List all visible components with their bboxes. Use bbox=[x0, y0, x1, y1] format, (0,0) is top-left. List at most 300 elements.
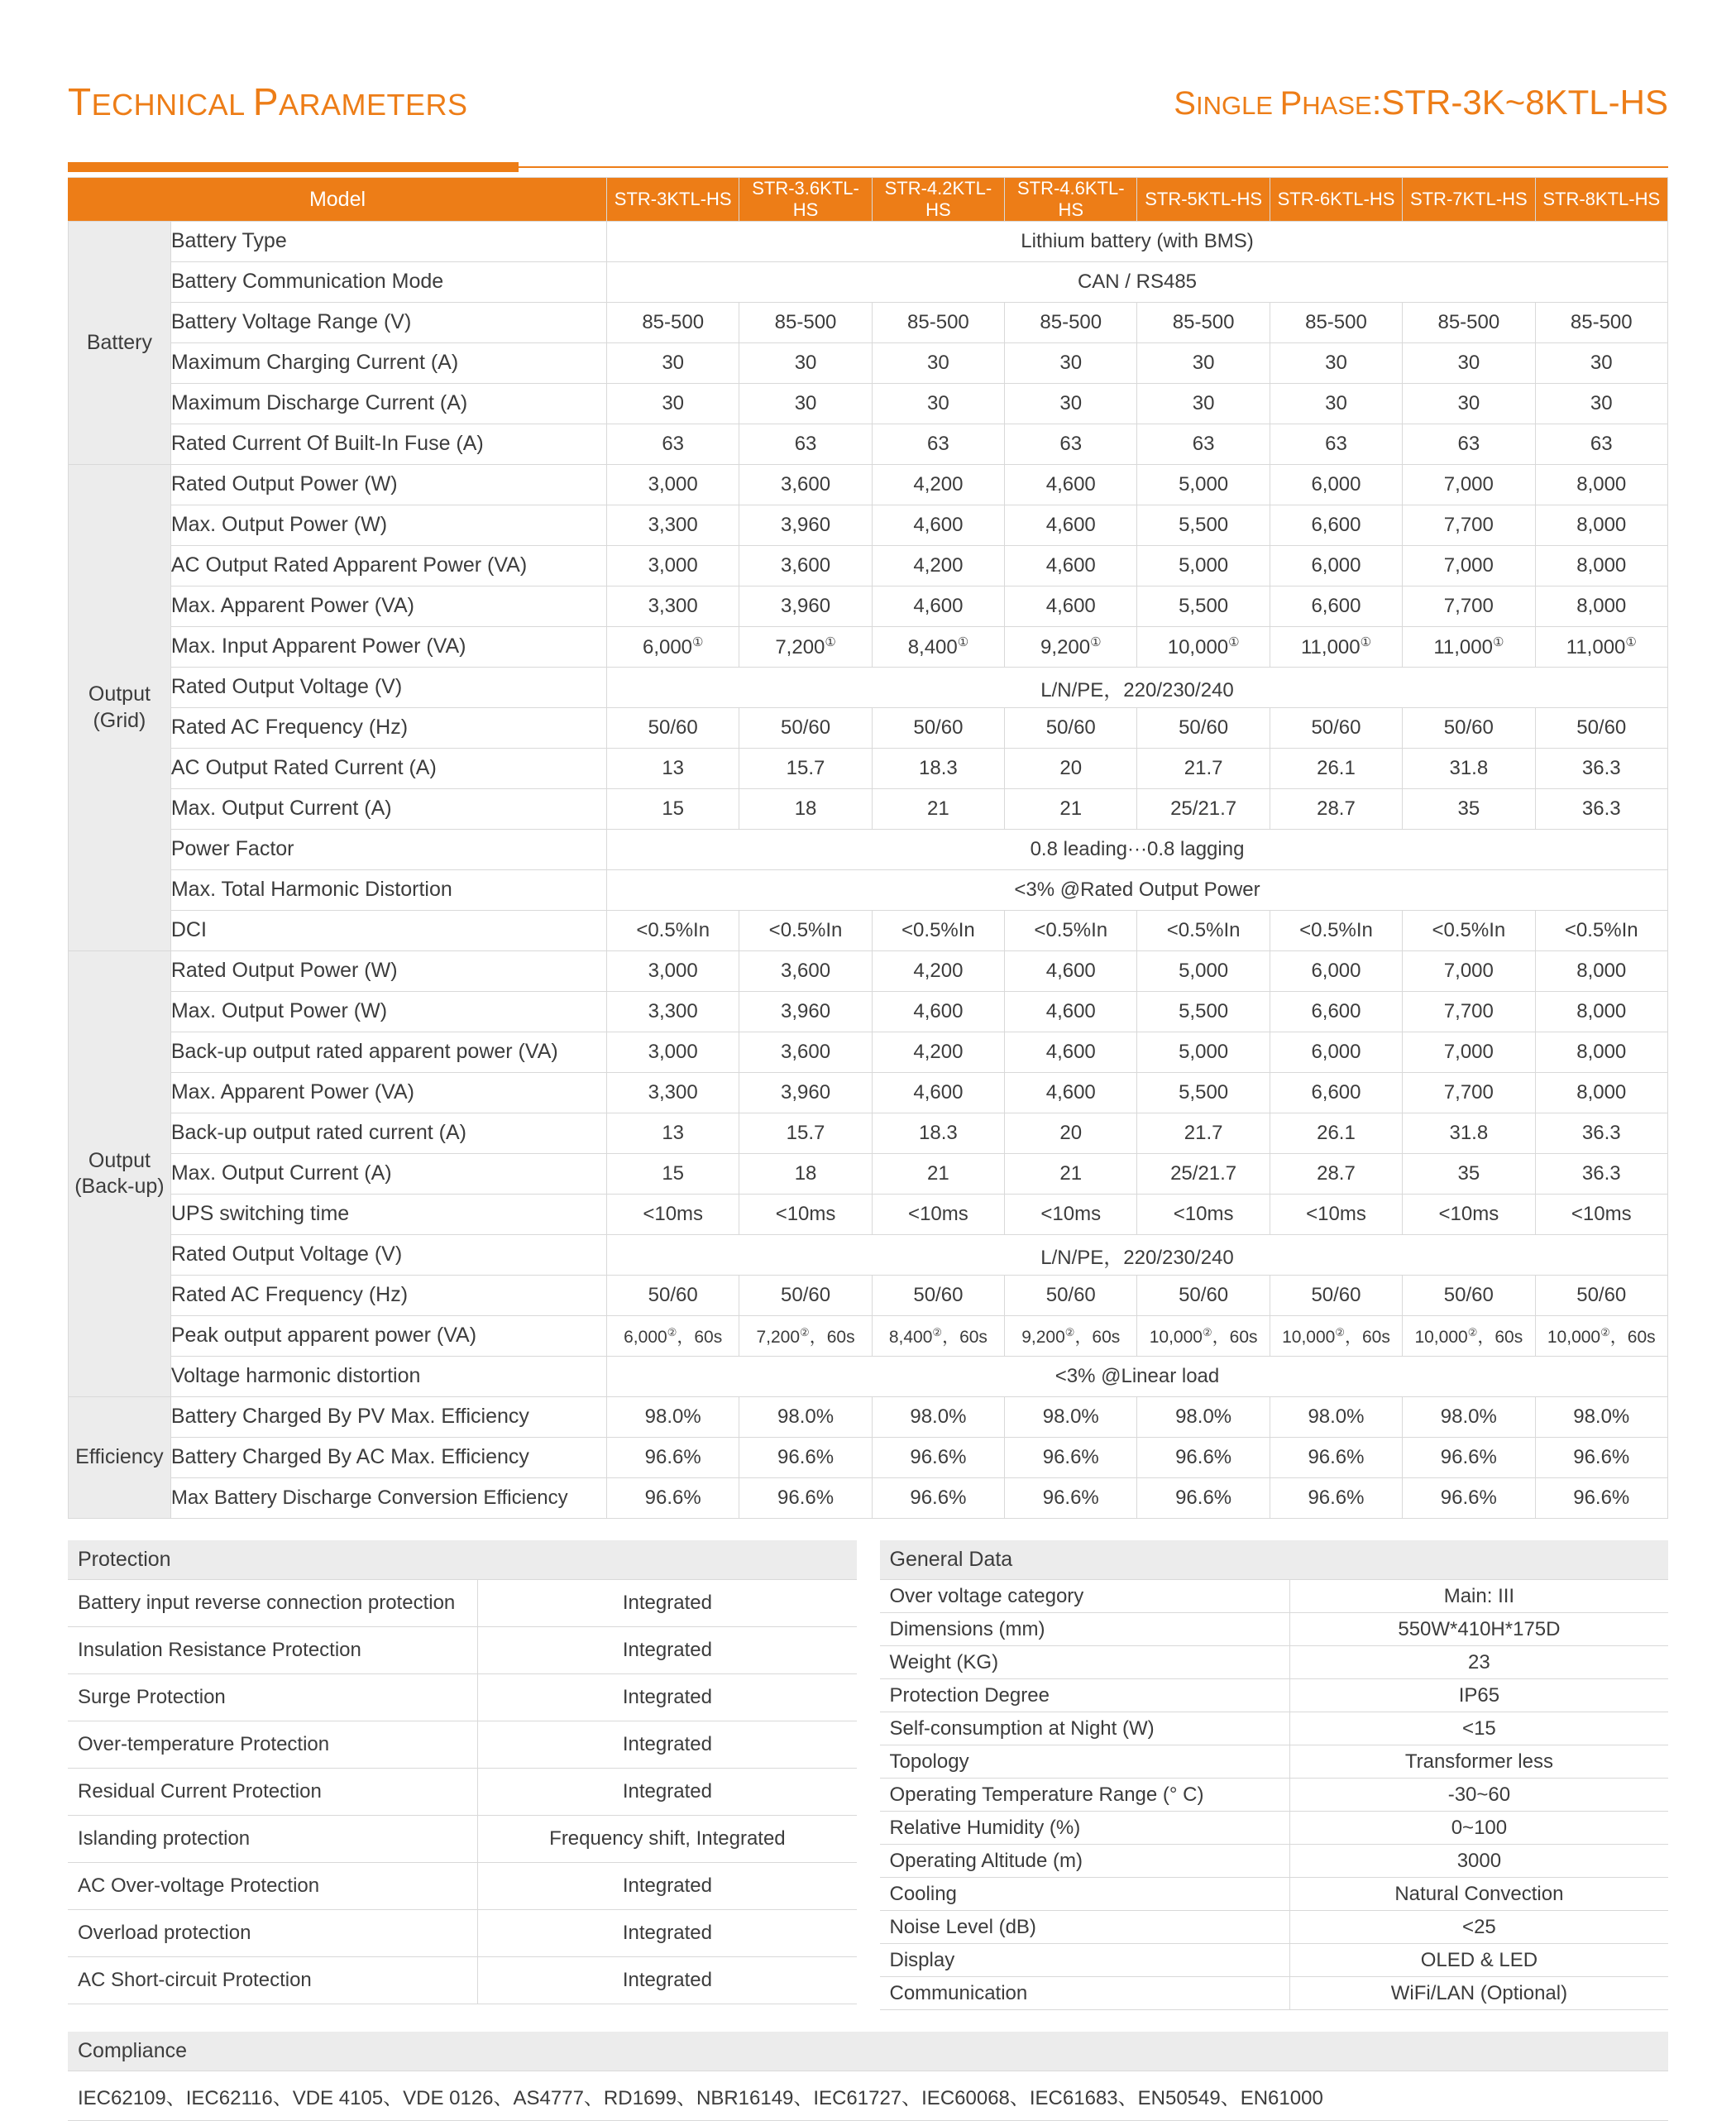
spec-value-cell: 50/60 bbox=[1270, 708, 1402, 749]
spec-value-cell: 26.1 bbox=[1270, 1113, 1402, 1154]
spec-value-cell: 96.6% bbox=[607, 1438, 739, 1478]
spec-value-cell: 96.6% bbox=[607, 1478, 739, 1519]
spec-value-cell: <10ms bbox=[1403, 1195, 1535, 1235]
spec-value-cell: 98.0% bbox=[739, 1397, 872, 1438]
spec-value-cell: 10,000① bbox=[1137, 627, 1270, 668]
table-row bbox=[68, 1910, 857, 1957]
spec-value-cell: 6,600 bbox=[1270, 505, 1402, 546]
spec-value-cell: 6,000 bbox=[1270, 465, 1402, 505]
table-row bbox=[880, 1944, 1669, 1977]
table-row bbox=[68, 1721, 857, 1769]
spec-value-cell: 7,700 bbox=[1403, 1073, 1535, 1113]
row-value: Integrated bbox=[478, 1674, 857, 1721]
table-row bbox=[880, 1977, 1669, 2010]
spec-value-cell: 63 bbox=[1535, 424, 1667, 465]
spec-merged-value-cell: CAN / RS485 bbox=[607, 262, 1668, 303]
general-data-column bbox=[880, 1540, 1669, 2010]
spec-row bbox=[69, 1032, 1668, 1073]
spec-value-cell: 63 bbox=[739, 424, 872, 465]
row-value: Main: III bbox=[1289, 1580, 1668, 1613]
page-title-cap-2: P bbox=[252, 80, 280, 123]
spec-row bbox=[69, 303, 1668, 343]
spec-value-cell: 98.0% bbox=[1270, 1397, 1402, 1438]
spec-value-cell: 85-500 bbox=[739, 303, 872, 343]
spec-value-cell: 96.6% bbox=[1403, 1478, 1535, 1519]
spec-value-cell: 10,000②，60s bbox=[1403, 1316, 1535, 1357]
spec-value-cell: <0.5%In bbox=[607, 911, 739, 951]
spec-value-cell: 5,000 bbox=[1137, 1032, 1270, 1073]
spec-param-label: Rated Current Of Built-In Fuse (A) bbox=[170, 424, 606, 465]
table-row bbox=[880, 1646, 1669, 1679]
spec-value-cell: 6,000 bbox=[1270, 1032, 1402, 1073]
spec-value-cell: 21.7 bbox=[1137, 1113, 1270, 1154]
spec-value-cell: 7,000 bbox=[1403, 951, 1535, 992]
spec-value-cell: 7,000 bbox=[1403, 465, 1535, 505]
spec-value-cell: 25/21.7 bbox=[1137, 1154, 1270, 1195]
spec-value-cell: <0.5%In bbox=[1005, 911, 1137, 951]
spec-value-cell: 3,000 bbox=[607, 465, 739, 505]
spec-value-cell: 4,600 bbox=[872, 1073, 1004, 1113]
spec-row bbox=[69, 505, 1668, 546]
spec-param-label: Back-up output rated current (A) bbox=[170, 1113, 606, 1154]
spec-value-cell: <0.5%In bbox=[1403, 911, 1535, 951]
series-model-range: :STR-3K~8KTL-HS bbox=[1371, 83, 1668, 122]
table-row bbox=[68, 1957, 857, 2004]
row-key: Relative Humidity (%) bbox=[880, 1812, 1290, 1845]
spec-value-cell: 3,600 bbox=[739, 465, 872, 505]
spec-value-cell: 63 bbox=[1403, 424, 1535, 465]
spec-row bbox=[69, 1316, 1668, 1357]
row-value: WiFi/LAN (Optional) bbox=[1289, 1977, 1668, 2010]
spec-row bbox=[69, 1235, 1668, 1276]
spec-value-cell: <0.5%In bbox=[1270, 911, 1402, 951]
spec-value-cell: 20 bbox=[1005, 1113, 1137, 1154]
row-value: Natural Convection bbox=[1289, 1878, 1668, 1911]
spec-param-label: Rated AC Frequency (Hz) bbox=[170, 708, 606, 749]
spec-value-cell: 26.1 bbox=[1270, 749, 1402, 789]
spec-value-cell: 30 bbox=[1403, 384, 1535, 424]
spec-merged-value-cell: L/N/PE，220/230/240 bbox=[607, 668, 1668, 708]
spec-row bbox=[69, 1154, 1668, 1195]
spec-row bbox=[69, 1276, 1668, 1316]
row-value: IP65 bbox=[1289, 1679, 1668, 1712]
spec-value-cell: 3,000 bbox=[607, 546, 739, 587]
page-title-cap-1: T bbox=[68, 80, 92, 123]
spec-param-label: Battery Voltage Range (V) bbox=[170, 303, 606, 343]
spec-param-label: Rated Output Voltage (V) bbox=[170, 668, 606, 708]
spec-merged-value-cell: <3% @Linear load bbox=[607, 1357, 1668, 1397]
spec-param-label: Max. Input Apparent Power (VA) bbox=[170, 627, 606, 668]
spec-param-label: Max Battery Discharge Conversion Efficiency bbox=[170, 1478, 606, 1519]
model-header-8: STR-8KTL-HS bbox=[1535, 178, 1667, 222]
spec-value-cell: 7,700 bbox=[1403, 587, 1535, 627]
spec-value-cell: 25/21.7 bbox=[1137, 789, 1270, 830]
spec-value-cell: 5,500 bbox=[1137, 505, 1270, 546]
spec-value-cell: 5,500 bbox=[1137, 992, 1270, 1032]
spec-value-cell: 35 bbox=[1403, 789, 1535, 830]
spec-group-label: Battery bbox=[69, 222, 171, 465]
model-header-1: STR-3KTL-HS bbox=[607, 178, 739, 222]
spec-value-cell: <10ms bbox=[607, 1195, 739, 1235]
row-key: Operating Altitude (m) bbox=[880, 1845, 1290, 1878]
spec-value-cell: 30 bbox=[1270, 343, 1402, 384]
spec-value-cell: 50/60 bbox=[739, 1276, 872, 1316]
spec-value-cell: 50/60 bbox=[1137, 1276, 1270, 1316]
spec-value-cell: 15 bbox=[607, 789, 739, 830]
spec-value-cell: 8,000 bbox=[1535, 465, 1667, 505]
spec-value-cell: 98.0% bbox=[1005, 1397, 1137, 1438]
spec-value-cell: <0.5%In bbox=[739, 911, 872, 951]
protection-table bbox=[68, 1540, 857, 2004]
spec-value-cell: 31.8 bbox=[1403, 749, 1535, 789]
model-header-3: STR-4.2KTL-HS bbox=[872, 178, 1004, 222]
spec-value-cell: 98.0% bbox=[872, 1397, 1004, 1438]
spec-row bbox=[69, 465, 1668, 505]
spec-value-cell: 15.7 bbox=[739, 749, 872, 789]
spec-value-cell: 5,500 bbox=[1137, 1073, 1270, 1113]
spec-value-cell: 4,600 bbox=[872, 992, 1004, 1032]
spec-param-label: UPS switching time bbox=[170, 1195, 606, 1235]
spec-param-label: Max. Output Power (W) bbox=[170, 505, 606, 546]
spec-value-cell: 50/60 bbox=[1137, 708, 1270, 749]
spec-row bbox=[69, 789, 1668, 830]
spec-row bbox=[69, 1195, 1668, 1235]
spec-param-label: Rated Output Power (W) bbox=[170, 465, 606, 505]
spec-value-cell: 18 bbox=[739, 1154, 872, 1195]
spec-value-cell: 4,600 bbox=[1005, 465, 1137, 505]
spec-value-cell: 30 bbox=[1535, 343, 1667, 384]
row-key: Dimensions (mm) bbox=[880, 1613, 1290, 1646]
spec-value-cell: <10ms bbox=[1270, 1195, 1402, 1235]
spec-value-cell: 4,200 bbox=[872, 951, 1004, 992]
spec-value-cell: 96.6% bbox=[1137, 1478, 1270, 1519]
spec-value-cell: 4,600 bbox=[1005, 546, 1137, 587]
spec-value-cell: 5,500 bbox=[1137, 587, 1270, 627]
spec-value-cell: 30 bbox=[1535, 384, 1667, 424]
spec-row bbox=[69, 830, 1668, 870]
spec-value-cell: 3,300 bbox=[607, 1073, 739, 1113]
bottom-tables bbox=[68, 1540, 1668, 2010]
spec-value-cell: 4,200 bbox=[872, 1032, 1004, 1073]
spec-value-cell: 3,960 bbox=[739, 505, 872, 546]
spec-value-cell: 30 bbox=[872, 343, 1004, 384]
spec-param-label: Battery Charged By AC Max. Efficiency bbox=[170, 1438, 606, 1478]
spec-row bbox=[69, 546, 1668, 587]
spec-value-cell: 30 bbox=[739, 343, 872, 384]
spec-value-cell: 6,600 bbox=[1270, 587, 1402, 627]
general-data-title: General Data bbox=[880, 1540, 1669, 1580]
spec-value-cell: 96.6% bbox=[1535, 1478, 1667, 1519]
row-key: Protection Degree bbox=[880, 1679, 1290, 1712]
spec-value-cell: 50/60 bbox=[1270, 1276, 1402, 1316]
row-value: Integrated bbox=[478, 1957, 857, 2004]
spec-row bbox=[69, 1113, 1668, 1154]
spec-value-cell: 50/60 bbox=[872, 708, 1004, 749]
spec-value-cell: 20 bbox=[1005, 749, 1137, 789]
spec-value-cell: 63 bbox=[607, 424, 739, 465]
spec-param-label: Max. Output Current (A) bbox=[170, 789, 606, 830]
spec-param-label: Back-up output rated apparent power (VA) bbox=[170, 1032, 606, 1073]
spec-value-cell: 4,200 bbox=[872, 465, 1004, 505]
row-key: Insulation Resistance Protection bbox=[68, 1627, 478, 1674]
spec-value-cell: 96.6% bbox=[872, 1478, 1004, 1519]
row-value: 550W*410H*175D bbox=[1289, 1613, 1668, 1646]
table-row bbox=[880, 1712, 1669, 1745]
spec-group-label: Output (Back-up) bbox=[69, 951, 171, 1397]
spec-value-cell: 21.7 bbox=[1137, 749, 1270, 789]
spec-value-cell: 3,300 bbox=[607, 992, 739, 1032]
row-key: Operating Temperature Range (° C) bbox=[880, 1779, 1290, 1812]
compliance-title: Compliance bbox=[68, 2032, 1668, 2071]
spec-value-cell: 21 bbox=[1005, 1154, 1137, 1195]
spec-value-cell: 4,600 bbox=[1005, 1073, 1137, 1113]
spec-value-cell: 4,600 bbox=[1005, 505, 1137, 546]
spec-value-cell: 85-500 bbox=[1403, 303, 1535, 343]
spec-value-cell: 8,000 bbox=[1535, 505, 1667, 546]
spec-row bbox=[69, 262, 1668, 303]
spec-value-cell: 4,600 bbox=[1005, 587, 1137, 627]
row-key: Weight (KG) bbox=[880, 1646, 1290, 1679]
spec-row bbox=[69, 708, 1668, 749]
spec-value-cell: 18.3 bbox=[872, 1113, 1004, 1154]
series-rest-2: HASE bbox=[1302, 91, 1372, 120]
spec-value-cell: <0.5%In bbox=[872, 911, 1004, 951]
row-value: 23 bbox=[1289, 1646, 1668, 1679]
row-key: Over-temperature Protection bbox=[68, 1721, 478, 1769]
row-value: <15 bbox=[1289, 1712, 1668, 1745]
row-value: <25 bbox=[1289, 1911, 1668, 1944]
spec-value-cell: 10,000②，60s bbox=[1270, 1316, 1402, 1357]
spec-group-label: Efficiency bbox=[69, 1397, 171, 1519]
spec-value-cell: 6,000 bbox=[1270, 546, 1402, 587]
table-row bbox=[68, 1674, 857, 1721]
spec-table-header-row bbox=[69, 178, 1668, 222]
row-key: Noise Level (dB) bbox=[880, 1911, 1290, 1944]
spec-value-cell: 8,400②，60s bbox=[872, 1316, 1004, 1357]
spec-param-label: Battery Charged By PV Max. Efficiency bbox=[170, 1397, 606, 1438]
row-value: -30~60 bbox=[1289, 1779, 1668, 1812]
spec-value-cell: 11,000① bbox=[1535, 627, 1667, 668]
spec-param-label: Rated AC Frequency (Hz) bbox=[170, 1276, 606, 1316]
technical-parameters-table bbox=[68, 177, 1668, 1519]
spec-value-cell: 3,000 bbox=[607, 951, 739, 992]
spec-row bbox=[69, 1438, 1668, 1478]
spec-value-cell: 85-500 bbox=[1535, 303, 1667, 343]
spec-value-cell: 28.7 bbox=[1270, 1154, 1402, 1195]
spec-value-cell: 15 bbox=[607, 1154, 739, 1195]
spec-value-cell: 3,000 bbox=[607, 1032, 739, 1073]
model-header-label: Model bbox=[69, 178, 607, 222]
spec-value-cell: 18 bbox=[739, 789, 872, 830]
row-value: Integrated bbox=[478, 1910, 857, 1957]
spec-row bbox=[69, 587, 1668, 627]
page-header bbox=[68, 79, 1668, 177]
product-series-title bbox=[1174, 83, 1668, 122]
spec-value-cell: 7,000 bbox=[1403, 1032, 1535, 1073]
spec-value-cell: 96.6% bbox=[1005, 1478, 1137, 1519]
spec-value-cell: 96.6% bbox=[1270, 1438, 1402, 1478]
header-rule bbox=[68, 162, 1668, 172]
spec-row bbox=[69, 1357, 1668, 1397]
row-value: Integrated bbox=[478, 1863, 857, 1910]
row-key: Cooling bbox=[880, 1878, 1290, 1911]
row-value: Integrated bbox=[478, 1580, 857, 1627]
table-row bbox=[880, 1580, 1669, 1613]
protection-title: Protection bbox=[68, 1540, 857, 1580]
spec-param-label: Peak output apparent power (VA) bbox=[170, 1316, 606, 1357]
spec-value-cell: <10ms bbox=[739, 1195, 872, 1235]
spec-value-cell: 96.6% bbox=[872, 1438, 1004, 1478]
spec-value-cell: 18.3 bbox=[872, 749, 1004, 789]
spec-value-cell: 3,300 bbox=[607, 587, 739, 627]
spec-value-cell: 30 bbox=[1403, 343, 1535, 384]
spec-value-cell: 98.0% bbox=[1535, 1397, 1667, 1438]
spec-value-cell: 10,000②，60s bbox=[1535, 1316, 1667, 1357]
spec-value-cell: 4,200 bbox=[872, 546, 1004, 587]
spec-value-cell: 36.3 bbox=[1535, 789, 1667, 830]
spec-value-cell: 4,600 bbox=[1005, 992, 1137, 1032]
spec-value-cell: 21 bbox=[872, 1154, 1004, 1195]
table-row bbox=[68, 1580, 857, 1627]
protection-column bbox=[68, 1540, 857, 2010]
spec-value-cell: 3,960 bbox=[739, 587, 872, 627]
spec-value-cell: 8,000 bbox=[1535, 1073, 1667, 1113]
spec-merged-value-cell: <3% @Rated Output Power bbox=[607, 870, 1668, 911]
spec-value-cell: 50/60 bbox=[739, 708, 872, 749]
spec-value-cell: 9,200① bbox=[1005, 627, 1137, 668]
spec-value-cell: 30 bbox=[1137, 384, 1270, 424]
spec-value-cell: 5,000 bbox=[1137, 465, 1270, 505]
model-header-4: STR-4.6KTL-HS bbox=[1005, 178, 1137, 222]
protection-header-row bbox=[68, 1540, 857, 1580]
spec-value-cell: 31.8 bbox=[1403, 1113, 1535, 1154]
spec-value-cell: 85-500 bbox=[1005, 303, 1137, 343]
spec-param-label: Max. Total Harmonic Distortion bbox=[170, 870, 606, 911]
row-value: OLED & LED bbox=[1289, 1944, 1668, 1977]
row-key: Self-consumption at Night (W) bbox=[880, 1712, 1290, 1745]
spec-value-cell: 30 bbox=[607, 384, 739, 424]
spec-value-cell: 96.6% bbox=[1535, 1438, 1667, 1478]
spec-value-cell: 36.3 bbox=[1535, 749, 1667, 789]
compliance-header-row bbox=[68, 2032, 1668, 2071]
spec-value-cell: 8,000 bbox=[1535, 1032, 1667, 1073]
spec-value-cell: 3,600 bbox=[739, 951, 872, 992]
spec-param-label: DCI bbox=[170, 911, 606, 951]
spec-value-cell: 5,000 bbox=[1137, 546, 1270, 587]
table-row bbox=[880, 1812, 1669, 1845]
table-row bbox=[68, 1627, 857, 1674]
spec-value-cell: 3,300 bbox=[607, 505, 739, 546]
spec-value-cell: 6,000②，60s bbox=[607, 1316, 739, 1357]
spec-value-cell: 50/60 bbox=[1535, 708, 1667, 749]
table-row bbox=[68, 1769, 857, 1816]
general-data-table bbox=[880, 1540, 1669, 2010]
spec-value-cell: 96.6% bbox=[1270, 1478, 1402, 1519]
spec-value-cell: 6,600 bbox=[1270, 992, 1402, 1032]
spec-value-cell: 98.0% bbox=[607, 1397, 739, 1438]
spec-value-cell: 50/60 bbox=[1403, 1276, 1535, 1316]
table-row bbox=[68, 1863, 857, 1910]
spec-value-cell: 30 bbox=[1270, 384, 1402, 424]
row-key: AC Over-voltage Protection bbox=[68, 1863, 478, 1910]
spec-value-cell: 10,000②，60s bbox=[1137, 1316, 1270, 1357]
table-row bbox=[880, 1779, 1669, 1812]
row-value: Integrated bbox=[478, 1769, 857, 1816]
spec-param-label: Max. Apparent Power (VA) bbox=[170, 1073, 606, 1113]
spec-value-cell: 15.7 bbox=[739, 1113, 872, 1154]
spec-value-cell: <10ms bbox=[1137, 1195, 1270, 1235]
spec-row bbox=[69, 222, 1668, 262]
model-header-5: STR-5KTL-HS bbox=[1137, 178, 1270, 222]
spec-param-label: Voltage harmonic distortion bbox=[170, 1357, 606, 1397]
spec-value-cell: 4,600 bbox=[872, 587, 1004, 627]
row-key: Topology bbox=[880, 1745, 1290, 1779]
spec-row bbox=[69, 1478, 1668, 1519]
spec-value-cell: 3,960 bbox=[739, 992, 872, 1032]
spec-value-cell: 7,000 bbox=[1403, 546, 1535, 587]
page-title-rest-1: ECHNICAL bbox=[91, 88, 253, 122]
spec-value-cell: 36.3 bbox=[1535, 1113, 1667, 1154]
spec-value-cell: 30 bbox=[1005, 343, 1137, 384]
row-key: Communication bbox=[880, 1977, 1290, 2010]
model-header-7: STR-7KTL-HS bbox=[1403, 178, 1535, 222]
spec-merged-value-cell: Lithium battery (with BMS) bbox=[607, 222, 1668, 262]
spec-value-cell: 85-500 bbox=[872, 303, 1004, 343]
spec-value-cell: 7,700 bbox=[1403, 992, 1535, 1032]
spec-param-label: Battery Type bbox=[170, 222, 606, 262]
table-row bbox=[880, 1845, 1669, 1878]
spec-value-cell: 30 bbox=[607, 343, 739, 384]
spec-value-cell: 98.0% bbox=[1137, 1397, 1270, 1438]
spec-value-cell: 36.3 bbox=[1535, 1154, 1667, 1195]
spec-value-cell: 4,600 bbox=[1005, 951, 1137, 992]
spec-value-cell: 63 bbox=[1137, 424, 1270, 465]
row-value: 0~100 bbox=[1289, 1812, 1668, 1845]
spec-value-cell: 30 bbox=[1137, 343, 1270, 384]
spec-value-cell: 30 bbox=[872, 384, 1004, 424]
spec-value-cell: 50/60 bbox=[1005, 708, 1137, 749]
spec-merged-value-cell: 0.8 leading···0.8 lagging bbox=[607, 830, 1668, 870]
spec-value-cell: 7,200① bbox=[739, 627, 872, 668]
spec-value-cell: 21 bbox=[872, 789, 1004, 830]
spec-row bbox=[69, 870, 1668, 911]
spec-value-cell: 13 bbox=[607, 1113, 739, 1154]
spec-value-cell: 8,000 bbox=[1535, 546, 1667, 587]
spec-value-cell: 6,000 bbox=[1270, 951, 1402, 992]
spec-value-cell: <0.5%In bbox=[1137, 911, 1270, 951]
model-header-6: STR-6KTL-HS bbox=[1270, 178, 1402, 222]
row-value: 3000 bbox=[1289, 1845, 1668, 1878]
series-rest-1: INGLE bbox=[1195, 91, 1280, 120]
row-value: Frequency shift, Integrated bbox=[478, 1816, 857, 1863]
row-key: Overload protection bbox=[68, 1910, 478, 1957]
spec-value-cell: 5,000 bbox=[1137, 951, 1270, 992]
compliance-body-row bbox=[68, 2071, 1668, 2121]
spec-value-cell: 6,600 bbox=[1270, 1073, 1402, 1113]
spec-value-cell: 85-500 bbox=[1137, 303, 1270, 343]
spec-value-cell: 8,400① bbox=[872, 627, 1004, 668]
spec-value-cell: 85-500 bbox=[607, 303, 739, 343]
spec-value-cell: 50/60 bbox=[607, 1276, 739, 1316]
spec-value-cell: 3,600 bbox=[739, 546, 872, 587]
spec-value-cell: 50/60 bbox=[1535, 1276, 1667, 1316]
spec-param-label: Power Factor bbox=[170, 830, 606, 870]
spec-value-cell: 50/60 bbox=[1005, 1276, 1137, 1316]
spec-row bbox=[69, 343, 1668, 384]
spec-value-cell: <10ms bbox=[1535, 1195, 1667, 1235]
spec-value-cell: 63 bbox=[1005, 424, 1137, 465]
row-key: AC Short-circuit Protection bbox=[68, 1957, 478, 2004]
